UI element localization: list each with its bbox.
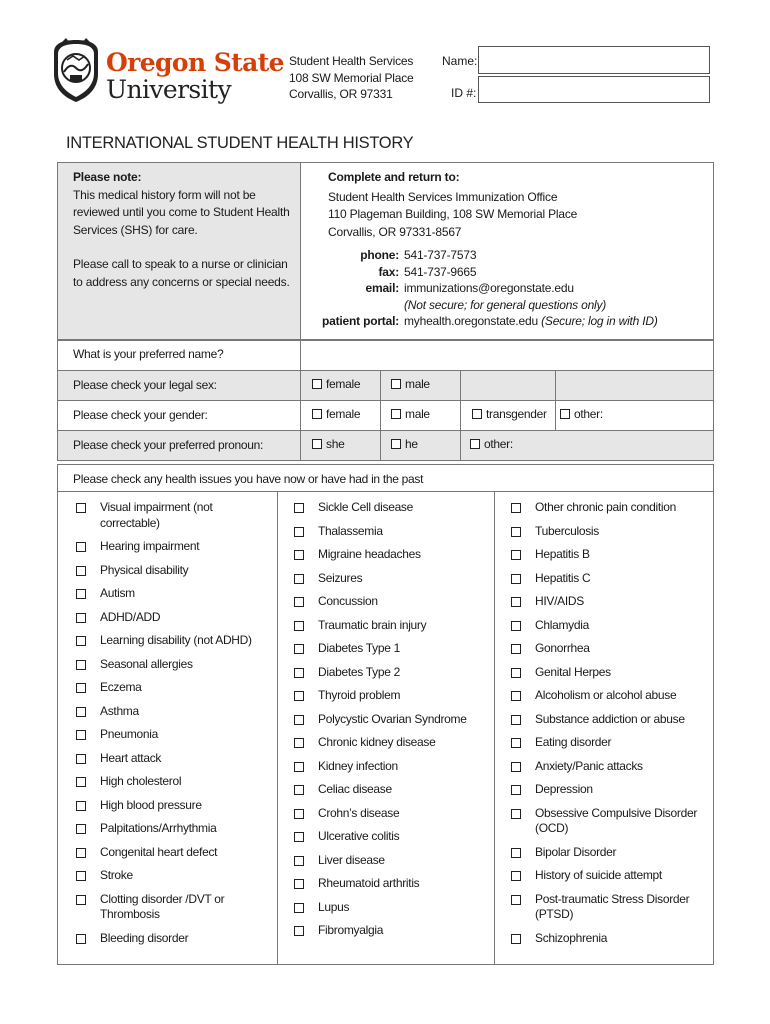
- page-title: INTERNATIONAL STUDENT HEALTH HISTORY: [66, 134, 414, 152]
- health-item[interactable]: Chronic kidney disease: [292, 735, 492, 751]
- health-column-1: [74, 500, 274, 954]
- health-item[interactable]: Celiac disease: [292, 782, 492, 798]
- preferred-name-input[interactable]: [301, 341, 713, 370]
- checkbox-icon[interactable]: [391, 439, 401, 449]
- checkbox-icon[interactable]: [76, 707, 86, 717]
- pronoun-she[interactable]: she: [312, 437, 344, 451]
- return-to: [328, 169, 708, 241]
- please-note: [73, 169, 293, 291]
- name-field[interactable]: [478, 46, 710, 74]
- health-item[interactable]: Seizures: [292, 571, 492, 587]
- checkbox-icon[interactable]: [294, 785, 304, 795]
- gender-other[interactable]: other:: [560, 407, 603, 421]
- checkbox-icon[interactable]: [294, 738, 304, 748]
- logo-line2: University: [106, 75, 232, 104]
- checkbox-icon[interactable]: [391, 379, 401, 389]
- checkbox-icon[interactable]: [294, 879, 304, 889]
- checkbox-icon[interactable]: [294, 903, 304, 913]
- checkbox-icon[interactable]: [294, 926, 304, 936]
- portal-note: (Secure; log in with ID): [541, 314, 658, 328]
- id-field[interactable]: [478, 76, 710, 103]
- checkbox-icon[interactable]: [294, 597, 304, 607]
- health-item[interactable]: Ulcerative colitis: [292, 829, 492, 845]
- health-item[interactable]: ADHD/ADD: [74, 610, 274, 626]
- health-item[interactable]: Bleeding disorder: [74, 931, 274, 947]
- health-item[interactable]: Autism: [74, 586, 274, 602]
- health-item[interactable]: Learning disability (not ADHD): [74, 633, 274, 649]
- checkbox-icon[interactable]: [511, 785, 521, 795]
- health-item[interactable]: HIV/AIDS: [509, 594, 709, 610]
- gender-female[interactable]: female: [312, 407, 360, 421]
- checkbox-icon[interactable]: [76, 934, 86, 944]
- note-heading: Please note:: [73, 170, 142, 184]
- checkbox-icon[interactable]: [511, 597, 521, 607]
- checkbox-icon[interactable]: [472, 409, 482, 419]
- checkbox-icon[interactable]: [294, 550, 304, 560]
- checkbox-icon[interactable]: [294, 832, 304, 842]
- checkbox-icon[interactable]: [76, 824, 86, 834]
- health-item[interactable]: Thyroid problem: [292, 688, 492, 704]
- health-item[interactable]: Physical disability: [74, 563, 274, 579]
- checkbox-icon[interactable]: [76, 503, 86, 513]
- osu-logo: [50, 38, 284, 104]
- health-item[interactable]: Traumatic brain injury: [292, 618, 492, 634]
- gender-male[interactable]: male: [391, 407, 430, 421]
- checkbox-icon[interactable]: [511, 668, 521, 678]
- health-item[interactable]: Chlamydia: [509, 618, 709, 634]
- legal-sex-label: Please check your legal sex:: [73, 378, 217, 392]
- pronoun-label: Please check your preferred pronoun:: [73, 438, 263, 452]
- checkbox-icon[interactable]: [511, 809, 521, 819]
- health-item[interactable]: Palpitations/Arrhythmia: [74, 821, 274, 837]
- checkbox-icon[interactable]: [511, 848, 521, 858]
- portal-label: patient portal:: [322, 314, 399, 328]
- health-item[interactable]: Fibromyalgia: [292, 923, 492, 939]
- checkbox-icon[interactable]: [294, 762, 304, 772]
- address-line: 108 SW Memorial Place: [289, 70, 414, 85]
- email-value: immunizations@oregonstate.edu: [404, 281, 574, 295]
- checkbox-icon[interactable]: [511, 527, 521, 537]
- pronoun-other[interactable]: other:: [470, 437, 513, 451]
- checkbox-icon[interactable]: [312, 409, 322, 419]
- email-note: (Not secure; for general questions only): [404, 297, 607, 312]
- health-item[interactable]: Migraine headaches: [292, 547, 492, 563]
- checkbox-icon[interactable]: [294, 691, 304, 701]
- return-line: Student Health Services Immunization Office: [328, 189, 558, 204]
- health-item[interactable]: Congenital heart defect: [74, 845, 274, 861]
- fax-value: 541-737-9665: [404, 264, 477, 279]
- health-column-2: [292, 500, 492, 947]
- health-issues-heading: Please check any health issues you have now or have had in the past: [73, 472, 424, 486]
- logo-line1: Oregon State: [106, 48, 284, 77]
- checkbox-icon[interactable]: [76, 777, 86, 787]
- checkbox-icon[interactable]: [560, 409, 570, 419]
- name-label: Name:: [442, 54, 478, 68]
- health-item[interactable]: Liver disease: [292, 853, 492, 869]
- return-line: Corvallis, OR 97331-8567: [328, 224, 462, 239]
- checkbox-icon[interactable]: [312, 379, 322, 389]
- gender-transgender[interactable]: transgender: [472, 407, 547, 421]
- health-column-3: [509, 500, 709, 954]
- health-item[interactable]: Anxiety/Panic attacks: [509, 759, 709, 775]
- note-para1: This medical history form will not be reviewed until you come to Student Health Services (SHS) for care.: [73, 187, 290, 237]
- health-item[interactable]: Asthma: [74, 704, 274, 720]
- health-item[interactable]: Bipolar Disorder: [509, 845, 709, 861]
- fax-label: fax:: [378, 264, 399, 279]
- health-item[interactable]: Schizophrenia: [509, 931, 709, 947]
- checkbox-icon[interactable]: [294, 715, 304, 725]
- address-line: Corvallis, OR 97331: [289, 87, 393, 101]
- checkbox-icon[interactable]: [511, 644, 521, 654]
- health-item[interactable]: Concussion: [292, 594, 492, 610]
- health-item[interactable]: Post-traumatic Stress Disorder (PTSD): [509, 892, 709, 923]
- health-item[interactable]: Obsessive Compulsive Disorder (OCD): [509, 806, 709, 837]
- preferred-name-label: What is your preferred name?: [73, 347, 224, 361]
- checkbox-icon[interactable]: [511, 738, 521, 748]
- checkbox-icon[interactable]: [511, 574, 521, 584]
- checkbox-icon[interactable]: [294, 527, 304, 537]
- checkbox-icon[interactable]: [294, 644, 304, 654]
- health-item[interactable]: Heart attack: [74, 751, 274, 767]
- checkbox-icon[interactable]: [511, 934, 521, 944]
- email-label: email:: [365, 281, 399, 295]
- checkbox-icon[interactable]: [294, 503, 304, 513]
- health-item[interactable]: Polycystic Ovarian Syndrome: [292, 712, 492, 728]
- return-heading: Complete and return to:: [328, 170, 460, 184]
- health-item[interactable]: Eczema: [74, 680, 274, 696]
- checkbox-icon[interactable]: [76, 895, 86, 905]
- gender-label: Please check your gender:: [73, 408, 208, 422]
- checkbox-icon[interactable]: [294, 809, 304, 819]
- health-item[interactable]: Visual impairment (not correctable): [74, 500, 274, 531]
- health-item[interactable]: Diabetes Type 1: [292, 641, 492, 657]
- pronoun-he[interactable]: he: [391, 437, 418, 451]
- health-item[interactable]: Kidney infection: [292, 759, 492, 775]
- checkbox-icon[interactable]: [76, 730, 86, 740]
- health-item[interactable]: Stroke: [74, 868, 274, 884]
- health-item[interactable]: High blood pressure: [74, 798, 274, 814]
- id-label: ID #:: [451, 86, 477, 100]
- checkbox-icon[interactable]: [294, 856, 304, 866]
- checkbox-icon[interactable]: [76, 754, 86, 764]
- checkbox-icon[interactable]: [511, 503, 521, 513]
- health-item[interactable]: Sickle Cell disease: [292, 500, 492, 516]
- checkbox-icon[interactable]: [470, 439, 480, 449]
- health-item[interactable]: Hepatitis B: [509, 547, 709, 563]
- health-item[interactable]: High cholesterol: [74, 774, 274, 790]
- phone-label: phone:: [360, 248, 399, 262]
- health-item[interactable]: Gonorrhea: [509, 641, 709, 657]
- checkbox-icon[interactable]: [511, 762, 521, 772]
- checkbox-icon[interactable]: [76, 660, 86, 670]
- checkbox-icon[interactable]: [294, 621, 304, 631]
- contact-info: [320, 247, 658, 330]
- checkbox-icon[interactable]: [76, 636, 86, 646]
- health-item[interactable]: Eating disorder: [509, 735, 709, 751]
- note-para2: Please call to speak to a nurse or clinician to address any concerns or special needs.: [73, 257, 290, 289]
- health-item[interactable]: Hepatitis C: [509, 571, 709, 587]
- health-item[interactable]: Substance addiction or abuse: [509, 712, 709, 728]
- health-item[interactable]: Clotting disorder /DVT or Thrombosis: [74, 892, 274, 923]
- health-item[interactable]: Genital Herpes: [509, 665, 709, 681]
- health-item[interactable]: Pneumonia: [74, 727, 274, 743]
- checkbox-icon[interactable]: [312, 439, 322, 449]
- health-item[interactable]: Thalassemia: [292, 524, 492, 540]
- checkbox-icon[interactable]: [511, 691, 521, 701]
- checkbox-icon[interactable]: [294, 574, 304, 584]
- checkbox-icon[interactable]: [511, 871, 521, 881]
- health-item[interactable]: Crohn’s disease: [292, 806, 492, 822]
- checkbox-icon[interactable]: [76, 801, 86, 811]
- phone-value: 541-737-7573: [404, 248, 477, 262]
- health-item[interactable]: Tuberculosis: [509, 524, 709, 540]
- health-item[interactable]: Depression: [509, 782, 709, 798]
- checkbox-icon[interactable]: [76, 871, 86, 881]
- health-item[interactable]: Alcoholism or alcohol abuse: [509, 688, 709, 704]
- checkbox-icon[interactable]: [76, 566, 86, 576]
- checkbox-icon[interactable]: [76, 613, 86, 623]
- divider: [300, 162, 301, 340]
- checkbox-icon[interactable]: [76, 589, 86, 599]
- health-item[interactable]: Other chronic pain condition: [509, 500, 709, 516]
- health-item[interactable]: Seasonal allergies: [74, 657, 274, 673]
- checkbox-icon[interactable]: [294, 668, 304, 678]
- checkbox-icon[interactable]: [76, 848, 86, 858]
- osu-seal-icon: [50, 38, 102, 104]
- portal-value: myhealth.oregonstate.edu: [404, 314, 538, 328]
- checkbox-icon[interactable]: [76, 683, 86, 693]
- health-item[interactable]: History of suicide attempt: [509, 868, 709, 884]
- shs-address: [289, 53, 414, 103]
- checkbox-icon[interactable]: [511, 715, 521, 725]
- checkbox-icon[interactable]: [511, 621, 521, 631]
- legal-sex-male[interactable]: male: [391, 377, 430, 391]
- checkbox-icon[interactable]: [511, 895, 521, 905]
- health-item[interactable]: Diabetes Type 2: [292, 665, 492, 681]
- health-item[interactable]: Hearing impairment: [74, 539, 274, 555]
- legal-sex-female[interactable]: female: [312, 377, 360, 391]
- checkbox-icon[interactable]: [391, 409, 401, 419]
- checkbox-icon[interactable]: [511, 550, 521, 560]
- checkbox-icon[interactable]: [76, 542, 86, 552]
- health-item[interactable]: Lupus: [292, 900, 492, 916]
- address-line: Student Health Services: [289, 54, 414, 68]
- health-item[interactable]: Rheumatoid arthritis: [292, 876, 492, 892]
- return-line: 110 Plageman Building, 108 SW Memorial Place: [328, 207, 578, 221]
